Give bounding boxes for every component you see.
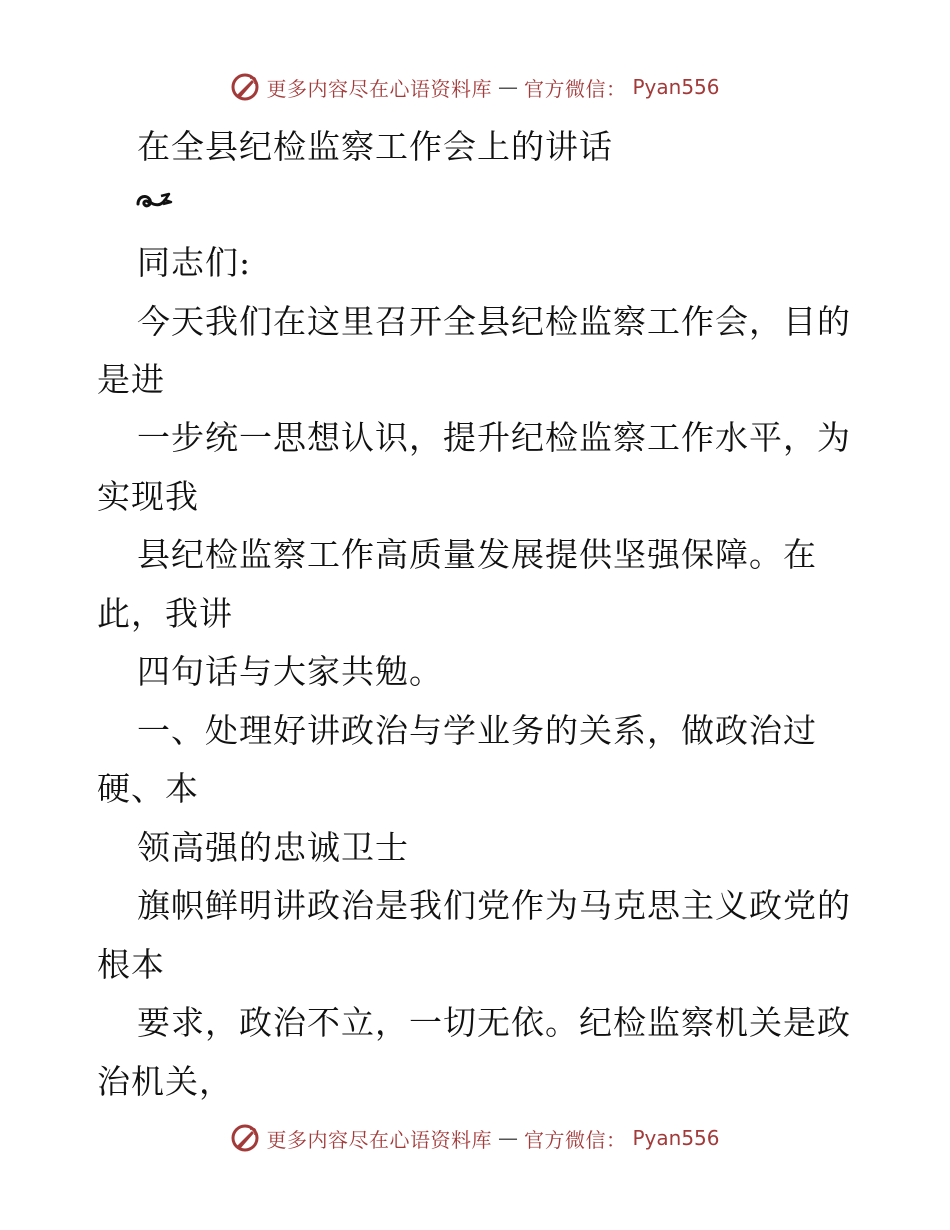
paragraph-line: 根本: [97, 945, 165, 984]
watermark-wechat-label: 官方微信：: [523, 76, 627, 101]
document-title: 在全县纪检监察工作会上的讲话: [137, 127, 613, 166]
swirl-ornament-icon: [135, 188, 173, 216]
section-heading-line: 硬、本: [97, 769, 199, 808]
quill-logo-icon: [230, 1123, 260, 1153]
watermark-site-text: 更多内容尽在心语资料库: [266, 1127, 492, 1152]
paragraph-line: 治机关，: [97, 1062, 233, 1101]
paragraph-line: 要求，政治不立，一切无依。纪检监察机关是政: [137, 1003, 851, 1042]
paragraph-line: 一步统一思想认识，提升纪检监察工作水平，为: [137, 418, 851, 457]
paragraph-line: 此，我讲: [97, 594, 233, 633]
paragraph-line: 旗帜鲜明讲政治是我们党作为马克思主义政党的: [137, 886, 851, 925]
watermark-site-text: 更多内容尽在心语资料库: [266, 76, 492, 101]
section-heading-line: 领高强的忠诚卫士: [137, 828, 409, 867]
section-heading-line: 一、处理好讲政治与学业务的关系，做政治过: [137, 711, 817, 750]
watermark-wechat-id: Pyan556: [632, 75, 720, 99]
watermark-wechat-id: Pyan556: [632, 1126, 720, 1150]
watermark-wechat-label: 官方微信：: [523, 1127, 627, 1152]
header-watermark: [0, 72, 950, 102]
paragraph-line: 实现我: [97, 477, 199, 516]
footer-watermark: [0, 1123, 950, 1153]
quill-logo-icon: [230, 72, 260, 102]
paragraph-line: 四句话与大家共勉。: [137, 652, 443, 691]
paragraph-line: 县纪检监察工作高质量发展提供坚强保障。在: [137, 535, 817, 574]
watermark-separator: —: [497, 1126, 518, 1150]
salutation: 同志们:: [137, 243, 252, 282]
paragraph-line: 今天我们在这里召开全县纪检监察工作会，目的: [137, 302, 851, 341]
paragraph-line: 是进: [97, 360, 165, 399]
watermark-separator: —: [497, 75, 518, 99]
